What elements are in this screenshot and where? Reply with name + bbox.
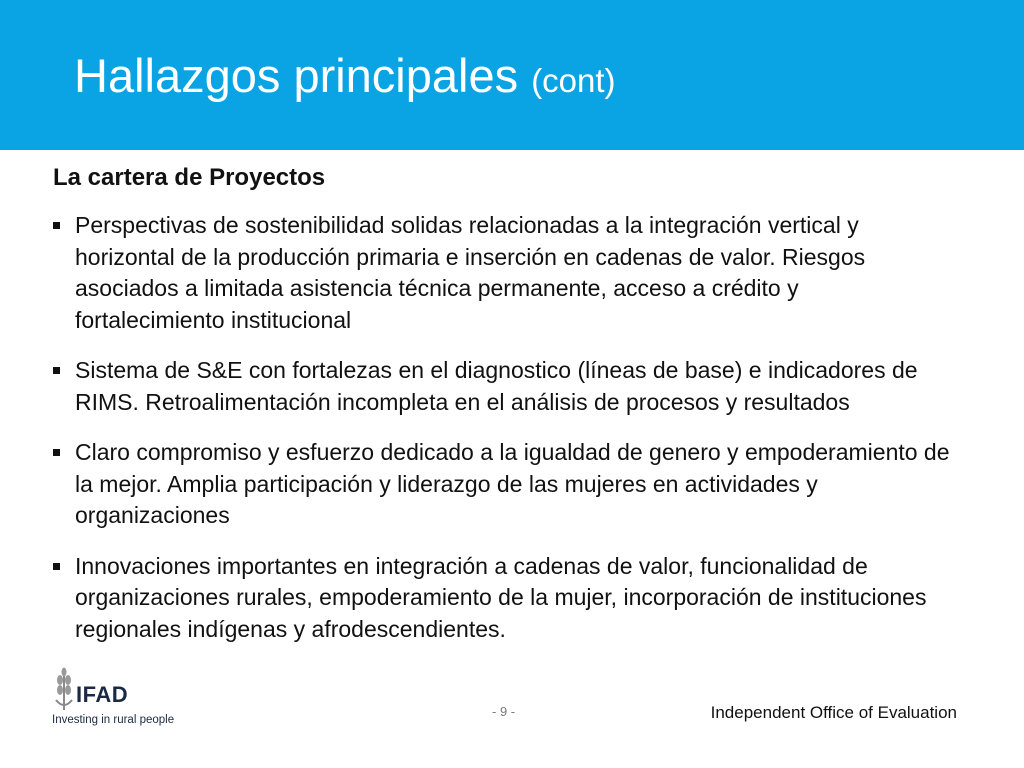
bullet-text: Sistema de S&E con fortalezas en el diagnostico (líneas de base) e indicadores de RIMS. Retroalimentación incompleta en el análisis de procesos y resultados xyxy=(75,357,918,415)
bullet-list xyxy=(52,210,952,664)
footer-office-name: Independent Office of Evaluation xyxy=(710,703,957,722)
ifad-logo xyxy=(52,666,202,730)
page-number: - 9 - xyxy=(492,704,516,719)
bullet-item xyxy=(52,437,952,532)
square-bullet-icon xyxy=(53,222,60,229)
slide-title xyxy=(74,46,616,111)
bullet-item xyxy=(52,210,952,336)
bullet-item xyxy=(52,355,952,418)
logo-tagline: Investing in rural people xyxy=(52,714,175,726)
section-heading: La cartera de Proyectos xyxy=(53,164,326,191)
bullet-text: Innovaciones importantes en integración a cadenas de valor, funcionalidad de organizaciones rurales, empoderamiento de la mujer, incorporación de instituciones regionales indígenas y afrodescendientes. xyxy=(75,552,927,642)
logo-text: IFAD xyxy=(76,682,129,707)
wheat-logo-icon xyxy=(52,666,76,714)
square-bullet-icon xyxy=(53,449,60,456)
square-bullet-icon xyxy=(53,563,60,570)
bullet-text: Claro compromiso y esfuerzo dedicado a la igualdad de genero y empoderamiento de la mejor. Amplia participación y liderazgo de las mujeres en actividades y organizaciones xyxy=(75,439,950,528)
square-bullet-icon xyxy=(53,367,60,374)
title-bar xyxy=(0,0,1024,150)
slide-title-main: Hallazgos principales xyxy=(74,49,519,102)
bullet-text: Perspectivas de sostenibilidad solidas relacionadas a la integración vertical y horizontal de la producción primaria e inserción en cadenas de valor. Riesgos asociados a limitada asistencia técnica permanente, acceso a crédito y fortalecimiento institucional xyxy=(75,212,866,333)
slide-title-suffix: (cont) xyxy=(531,62,616,99)
bullet-item xyxy=(52,551,952,646)
